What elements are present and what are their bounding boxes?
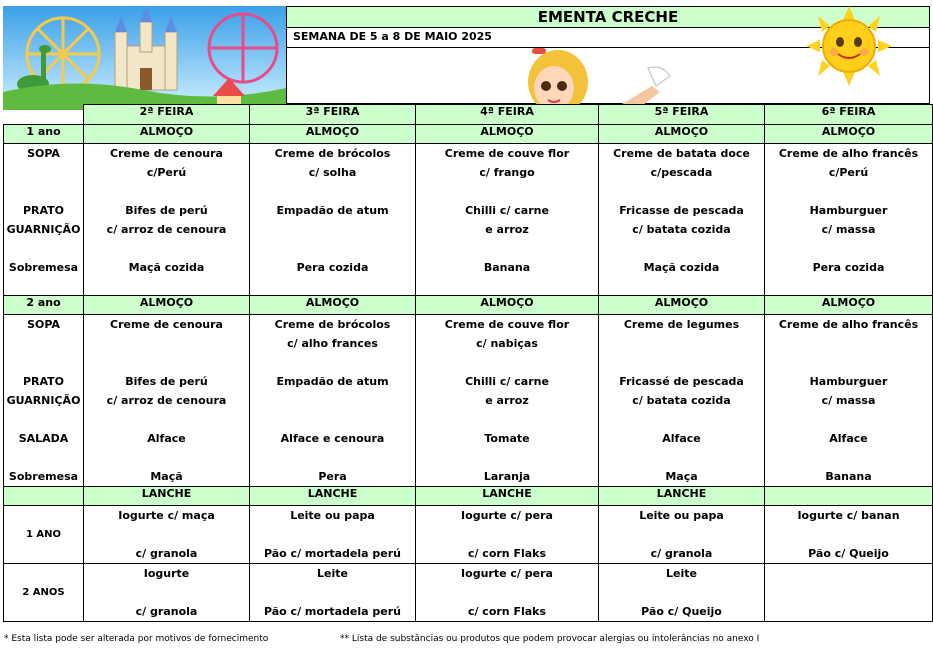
meal-line: Laranja bbox=[483, 470, 531, 483]
meal-line: c/ alho frances bbox=[287, 337, 378, 350]
meal-line: Alface bbox=[662, 432, 701, 445]
snack-cell bbox=[765, 564, 933, 622]
meal-line: Pera cozida bbox=[812, 261, 885, 274]
meal-line: e arroz bbox=[485, 394, 529, 407]
meal-line: Chilli c/ carne bbox=[465, 375, 549, 388]
meal-line bbox=[599, 182, 764, 201]
meal-line: Maçã cozida bbox=[643, 261, 720, 274]
meal-line: Pão c/ mortadela perú bbox=[263, 547, 402, 560]
meal-line bbox=[765, 448, 932, 467]
meal-line: Pão c/ mortadela perú bbox=[263, 605, 402, 618]
meal-line bbox=[416, 525, 598, 544]
meal-line: Alface bbox=[147, 432, 186, 445]
meal-line: Pera bbox=[318, 470, 347, 483]
meal-line: Banana bbox=[483, 261, 531, 274]
meal-line bbox=[765, 182, 932, 201]
year2-meal-cell bbox=[599, 315, 765, 487]
meal-line: c/ arroz de cenoura bbox=[106, 394, 227, 407]
year1-header-row bbox=[4, 125, 933, 144]
days-row bbox=[4, 105, 933, 125]
meal-line bbox=[599, 410, 764, 429]
footer-note-1: * Esta lista pode ser alterada por motivos de fornecimento bbox=[4, 634, 269, 644]
almoco-label: ALMOÇO bbox=[84, 125, 250, 144]
year2-label: 2 ano bbox=[4, 296, 84, 315]
meal-line bbox=[416, 182, 598, 201]
meal-line: c/ batata cozida bbox=[632, 223, 731, 236]
meal-line bbox=[599, 334, 764, 353]
year2-meal-cell bbox=[416, 315, 599, 487]
meal-line: Creme de alho francês bbox=[778, 318, 919, 331]
year1-label: 1 ano bbox=[4, 125, 84, 144]
meal-line bbox=[250, 410, 415, 429]
year1-meal-cell bbox=[250, 144, 416, 296]
amusement-park-image bbox=[3, 6, 286, 110]
meal-line: c/ frango bbox=[479, 166, 535, 179]
year2-meal-cell bbox=[765, 315, 933, 487]
year2-meal-cell bbox=[84, 315, 250, 487]
row-label: SOPA bbox=[27, 147, 60, 160]
snack-cell bbox=[416, 564, 599, 622]
page-title: EMENTA CRECHE bbox=[286, 6, 930, 28]
meal-line: Tomate bbox=[484, 432, 530, 445]
snack-cell bbox=[765, 506, 933, 564]
year1-row-labels bbox=[4, 144, 84, 296]
snack-cell bbox=[84, 506, 250, 564]
lanche-label: LANCHE bbox=[416, 487, 599, 506]
meal-line: Chilli c/ carne bbox=[465, 204, 549, 217]
row-label: Sobremesa bbox=[8, 261, 79, 274]
meal-line: Fricassé de pescada bbox=[619, 375, 744, 388]
meal-line bbox=[599, 353, 764, 372]
row-label: SOPA bbox=[27, 318, 60, 331]
meal-line: c/ batata cozida bbox=[632, 394, 731, 407]
meal-line bbox=[416, 583, 598, 602]
meal-line bbox=[250, 182, 415, 201]
meal-line: c/ granola bbox=[135, 605, 198, 618]
meal-line: Creme de batata doce bbox=[613, 147, 750, 160]
meal-line: Leite ou papa bbox=[639, 509, 724, 522]
almoco-label: ALMOÇO bbox=[599, 296, 765, 315]
day-fri: 6ª FEIRA bbox=[765, 105, 933, 125]
snack-row-1ano bbox=[4, 506, 933, 564]
meal-line: Maçã cozida bbox=[128, 261, 205, 274]
snack-cell bbox=[250, 564, 416, 622]
meal-line: c/Perú bbox=[828, 166, 869, 179]
meal-line: c/ arroz de cenoura bbox=[106, 223, 227, 236]
meal-line: Creme de cenoura bbox=[110, 147, 223, 160]
meal-line: Alface e cenoura bbox=[280, 432, 385, 445]
meal-line: c/ corn Flaks bbox=[467, 547, 547, 560]
snack-row-2anos bbox=[4, 564, 933, 622]
meal-line: Creme de brócolos bbox=[274, 318, 391, 331]
snack-cell bbox=[416, 506, 599, 564]
meal-line bbox=[84, 525, 249, 544]
meal-line bbox=[250, 220, 415, 239]
almoco-label: ALMOÇO bbox=[765, 125, 933, 144]
meal-line: Creme de cenoura bbox=[110, 318, 223, 331]
year2-meal-cell bbox=[250, 315, 416, 487]
meal-line: e arroz bbox=[485, 223, 529, 236]
year1-body-row bbox=[4, 144, 933, 296]
snack-cell bbox=[599, 564, 765, 622]
meal-line: Iogurte bbox=[143, 567, 190, 580]
meal-line bbox=[250, 391, 415, 410]
meal-line: Iogurte c/ pera bbox=[461, 567, 553, 580]
meal-line bbox=[765, 239, 932, 258]
meal-line: Empadão de atum bbox=[276, 204, 389, 217]
meal-line: Leite bbox=[666, 567, 697, 580]
meal-line: c/ corn Flaks bbox=[467, 605, 547, 618]
lanche-label: LANCHE bbox=[250, 487, 416, 506]
meal-line: Bifes de perú bbox=[125, 375, 208, 388]
meal-line: Pera cozida bbox=[296, 261, 369, 274]
meal-line: c/ granola bbox=[135, 547, 198, 560]
row-label: GUARNIÇÃO bbox=[6, 394, 81, 407]
sun-icon bbox=[796, 6, 902, 86]
meal-line bbox=[84, 410, 249, 429]
meal-line: Maça bbox=[665, 470, 698, 483]
almoco-label: ALMOÇO bbox=[250, 296, 416, 315]
meal-line bbox=[599, 448, 764, 467]
menu-table bbox=[3, 104, 933, 622]
meal-line: c/pescada bbox=[650, 166, 713, 179]
meal-line bbox=[250, 583, 415, 602]
meal-line bbox=[765, 564, 932, 583]
meal-line bbox=[416, 448, 598, 467]
day-wed: 4ª FEIRA bbox=[416, 105, 599, 125]
meal-line: Creme de legumes bbox=[623, 318, 740, 331]
meal-line: c/ massa bbox=[821, 394, 876, 407]
year2-header-row bbox=[4, 296, 933, 315]
meal-line bbox=[765, 525, 932, 544]
meal-line bbox=[84, 448, 249, 467]
meal-line bbox=[765, 583, 932, 602]
meal-line: Iogurte c/ banan bbox=[797, 509, 900, 522]
almoco-label: ALMOÇO bbox=[250, 125, 416, 144]
meal-line bbox=[765, 602, 932, 621]
meal-line bbox=[599, 525, 764, 544]
lanche-label: LANCHE bbox=[84, 487, 250, 506]
row-label: GUARNIÇÃO bbox=[6, 223, 81, 236]
meal-line: Banana bbox=[825, 470, 872, 483]
meal-line bbox=[84, 182, 249, 201]
meal-line: c/ granola bbox=[650, 547, 713, 560]
lanche-label: LANCHE bbox=[599, 487, 765, 506]
meal-line: Leite bbox=[317, 567, 348, 580]
almoco-label: ALMOÇO bbox=[416, 125, 599, 144]
meal-line bbox=[599, 239, 764, 258]
meal-line bbox=[250, 353, 415, 372]
meal-line: Iogurte c/ pera bbox=[461, 509, 553, 522]
year1-meal-cell bbox=[416, 144, 599, 296]
day-mon: 2ª FEIRA bbox=[84, 105, 250, 125]
snack-label: 2 ANOS bbox=[4, 564, 84, 622]
row-label: SALADA bbox=[18, 432, 69, 445]
year1-meal-cell bbox=[765, 144, 933, 296]
footer-note-2: ** Lista de substâncias ou produtos que podem provocar alergias ou intolerâncias no anexo I bbox=[340, 634, 760, 644]
meal-line: Pão c/ Queijo bbox=[808, 547, 889, 560]
meal-line bbox=[416, 239, 598, 258]
meal-line: c/ solha bbox=[308, 166, 357, 179]
meal-line: Creme de couve flor bbox=[444, 318, 570, 331]
meal-line: Creme de alho francês bbox=[778, 147, 919, 160]
snack-cell bbox=[250, 506, 416, 564]
meal-line: Pão c/ Queijo bbox=[641, 605, 722, 618]
meal-line bbox=[250, 525, 415, 544]
snack-label: 1 ANO bbox=[4, 506, 84, 564]
row-label: Sobremesa bbox=[8, 470, 79, 483]
meal-line: Creme de brócolos bbox=[274, 147, 391, 160]
day-tue: 3ª FEIRA bbox=[250, 105, 416, 125]
meal-line bbox=[765, 334, 932, 353]
row-label: PRATO bbox=[22, 204, 65, 217]
meal-line bbox=[416, 353, 598, 372]
year2-body-row bbox=[4, 315, 933, 487]
row-label: PRATO bbox=[22, 375, 65, 388]
snack-cell bbox=[84, 564, 250, 622]
meal-line: Hamburguer bbox=[809, 375, 888, 388]
ferris-wheel-right bbox=[209, 14, 277, 82]
meal-line bbox=[84, 239, 249, 258]
meal-line: Iogurte c/ maça bbox=[118, 509, 215, 522]
meal-line: Hamburguer bbox=[809, 204, 888, 217]
almoco-label: ALMOÇO bbox=[84, 296, 250, 315]
meal-line bbox=[250, 239, 415, 258]
meal-line: c/Perú bbox=[146, 166, 187, 179]
meal-line bbox=[84, 583, 249, 602]
meal-line: Maçã bbox=[150, 470, 183, 483]
meal-line bbox=[84, 353, 249, 372]
meal-line bbox=[250, 448, 415, 467]
snack-header-row bbox=[4, 487, 933, 506]
meal-line bbox=[765, 353, 932, 372]
meal-line: c/ nabiças bbox=[476, 337, 538, 350]
meal-line bbox=[599, 583, 764, 602]
meal-line: Empadão de atum bbox=[276, 375, 389, 388]
almoco-label: ALMOÇO bbox=[599, 125, 765, 144]
snack-cell bbox=[599, 506, 765, 564]
meal-line: Leite ou papa bbox=[290, 509, 375, 522]
meal-line: Fricasse de pescada bbox=[619, 204, 744, 217]
meal-line bbox=[84, 334, 249, 353]
year1-meal-cell bbox=[84, 144, 250, 296]
week-range: SEMANA DE 5 a 8 DE MAIO 2025 bbox=[286, 28, 930, 48]
year2-row-labels bbox=[4, 315, 84, 487]
day-thu: 5ª FEIRA bbox=[599, 105, 765, 125]
meal-line bbox=[765, 410, 932, 429]
meal-line: c/ massa bbox=[821, 223, 876, 236]
meal-line: Alface bbox=[829, 432, 868, 445]
meal-line: Creme de couve flor bbox=[444, 147, 570, 160]
meal-line bbox=[416, 410, 598, 429]
meal-line: Bifes de perú bbox=[125, 204, 208, 217]
almoco-label: ALMOÇO bbox=[416, 296, 599, 315]
almoco-label: ALMOÇO bbox=[765, 296, 933, 315]
year1-meal-cell bbox=[599, 144, 765, 296]
